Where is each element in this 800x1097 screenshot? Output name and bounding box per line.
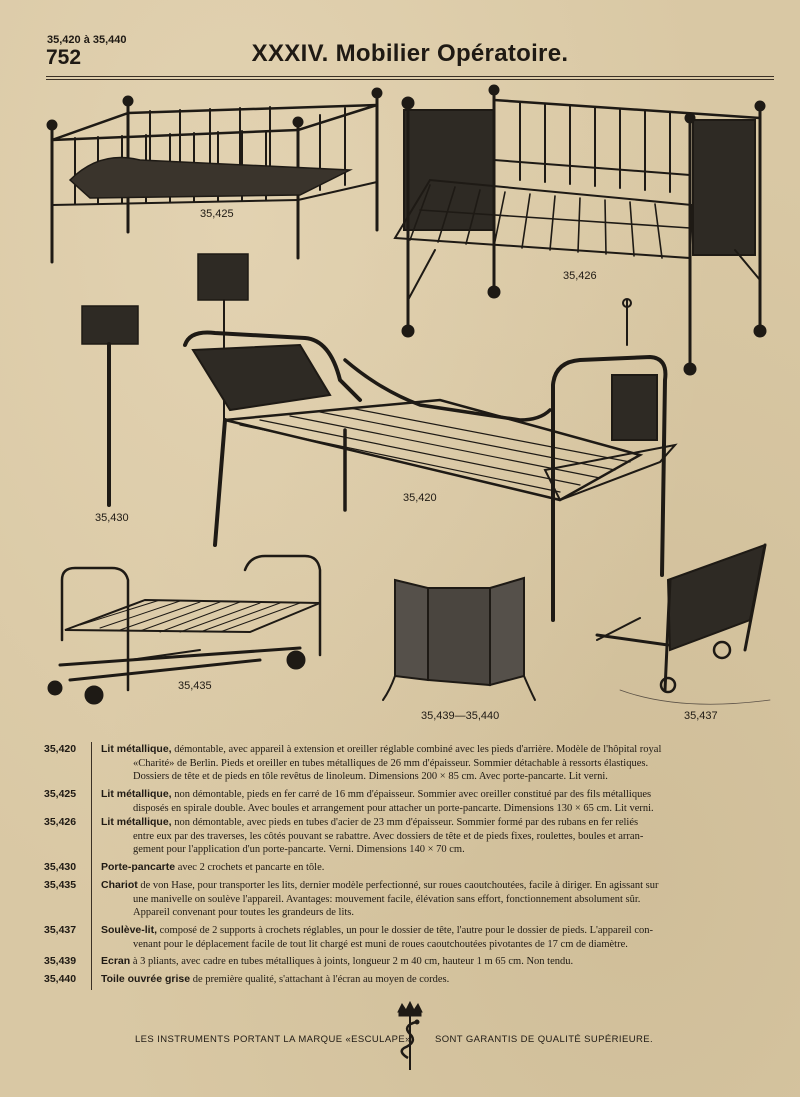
caption-35437: 35,437: [684, 710, 718, 722]
entry-number: 35,425: [44, 788, 77, 800]
entry-name: Chariot: [101, 879, 138, 891]
entry-line: une manivelle on soulève l'appareil. Avantages: mouvement facile, élévation sans effort, fonctionnement absolument sûr.: [133, 893, 641, 905]
entry-line: non démontable, pieds en fer carré de 16 mm d'épaisseur. Sommier avec oreiller constitué par des fils métalliques: [174, 789, 652, 800]
entry-line: «Charité» de Berlin. Pieds et oreiller en tubes métalliques de 26 mm d'épaisseur. Sommier détachable à ressorts élastiques.: [133, 757, 649, 769]
entry-number: 35,439: [44, 955, 77, 967]
bed-35426-illustration: [395, 86, 765, 374]
entry-line: démontable, avec appareil à extension et oreiller réglable combiné avec les pieds d'arrière. Modèle de l'hôpital royal: [174, 744, 662, 755]
entry-line: non démontable, avec pieds en tubes d'acier de 23 mm d'épaisseur. Sommier formé par des rubans en fer reliés: [174, 817, 639, 828]
entry-name: Ecran: [101, 955, 131, 967]
caption-35426: 35,426: [563, 270, 597, 282]
entry-number: 35,435: [44, 879, 77, 891]
entry-number: 35,426: [44, 816, 77, 828]
entry-name: Lit métallique,: [101, 743, 172, 755]
bed-lifter-35437-illustration: [597, 545, 770, 704]
entry-number: 35,440: [44, 973, 77, 985]
entry-name: Toile ouvrée grise: [101, 973, 191, 985]
screen-35439-illustration: [383, 578, 535, 700]
entry-number: 35,420: [44, 743, 77, 755]
footer-left-text: LES INSTRUMENTS PORTANT LA MARQUE «ESCULAPE»: [135, 1034, 411, 1045]
page-number: 752: [46, 46, 82, 69]
caption-35420: 35,420: [403, 492, 437, 504]
entry-line: Dossiers de tête et de pieds en tôle revêtus de linoleum. Dimensions 200 × 85 cm. Avec porte-pancarte. Lit verni.: [133, 771, 608, 782]
entry-line: venant pour le déplacement facile de tout lit chargé est muni de roues caoutchoutées pivotantes de 17 cm de diamètre.: [133, 938, 628, 950]
entry-line: avec 2 crochets et pancarte en tôle.: [177, 862, 325, 873]
caption-35430: 35,430: [95, 512, 129, 524]
page-title: XXXIV. Mobilier Opératoire.: [251, 40, 569, 67]
caption-35439-35440: 35,439—35,440: [421, 710, 500, 722]
entry-name: Porte-pancarte: [101, 861, 176, 873]
caption-35425: 35,425: [200, 208, 234, 220]
entry-line: de première qualité, s'attachant à l'écran au moyen de cordes.: [192, 974, 450, 985]
entry-line: composé de 2 supports à crochets réglables, un pour le dossier de tête, l'autre pour le dossier de pieds. L'appareil con-: [159, 925, 653, 936]
entry-line: à 3 pliants, avec cadre en tubes métalliques à joints, longueur 2 m 40 cm, hauteur 1 m 65 cm. Non tendu.: [132, 956, 574, 967]
entry-number: 35,437: [44, 924, 77, 936]
entry-line: disposés en spirale double. Avec boules et arrangement pour attacher un porte-pancarte. Dimensions 130 × 65 cm. Lit verni.: [133, 802, 654, 814]
entry-line: entre eux par des traverses, les côtés pouvant se rabattre. Avec dossiers de tête et de pieds fixes, roulettes, boules et arran-: [133, 830, 644, 842]
esculape-emblem-icon: [390, 1000, 430, 1072]
item-range: 35,420 à 35,440: [47, 34, 127, 46]
bed-35425-illustration: [48, 89, 381, 262]
entry-line: Appareil convenant pour toutes les grandeurs de lits.: [133, 907, 355, 918]
entry-name: Soulève-lit,: [101, 924, 158, 936]
description-divider: [91, 742, 92, 990]
footer-right-text: SONT GARANTIS DE QUALITÉ SUPÉRIEURE.: [435, 1034, 653, 1045]
bed-35420-illustration: [185, 299, 675, 620]
entry-name: Lit métallique,: [101, 788, 172, 800]
entry-number: 35,430: [44, 861, 77, 873]
caption-35435: 35,435: [178, 680, 212, 692]
entry-line: de von Hase, pour transporter les lits, dernier modèle perfectionné, sur roues caoutchoutées, facile à diriger. En agissant sur: [140, 880, 659, 891]
entry-name: Lit métallique,: [101, 816, 172, 828]
entry-line: gement pour l'application d'un porte-pancarte. Verni. Dimensions 140 × 70 cm.: [133, 844, 465, 855]
